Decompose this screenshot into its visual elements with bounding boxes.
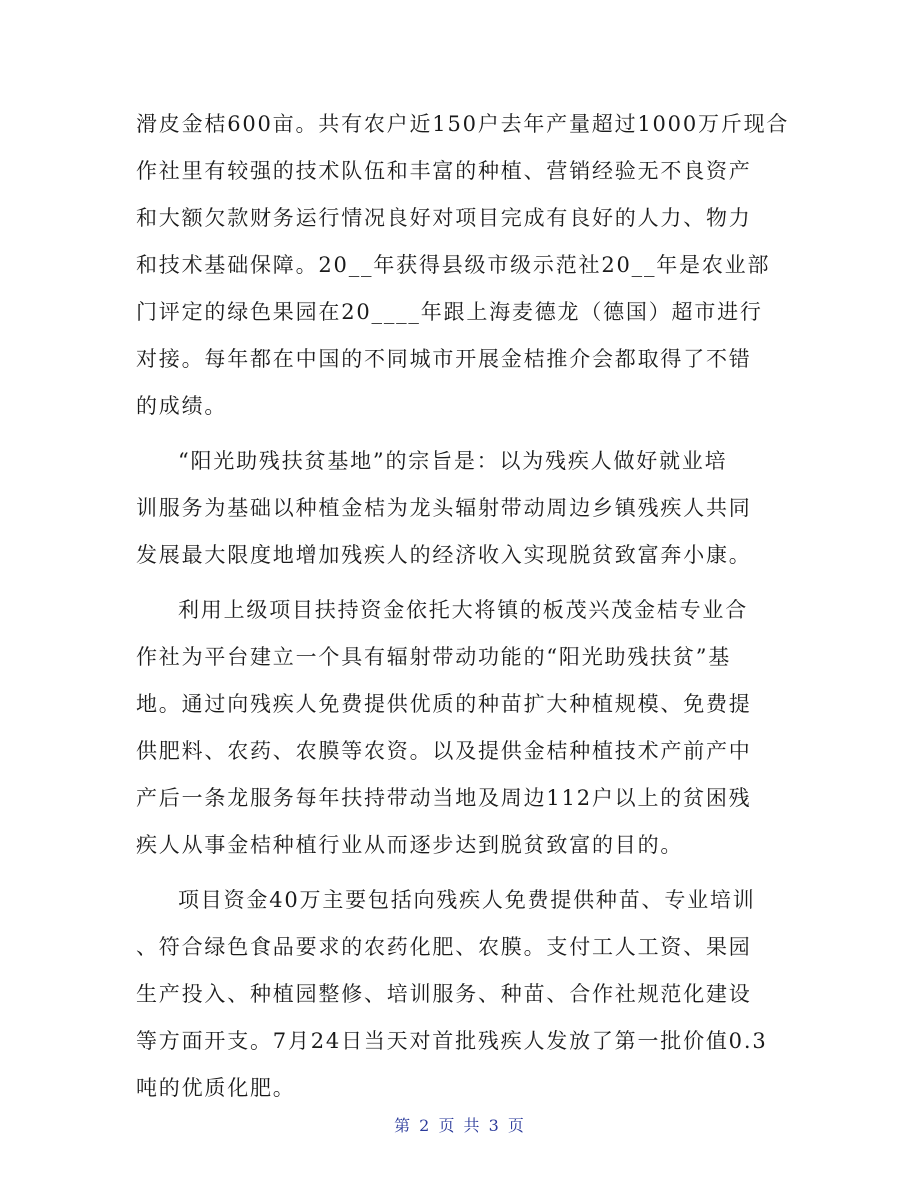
text-line: 供肥料、农药、农膜等农资。以及提供金桔种植技术产前产中	[136, 739, 752, 763]
paragraph-project-funding-use	[136, 587, 786, 869]
text-line: 地。通过向残疾人免费提供优质的种苗扩大种植规模、免费提	[136, 692, 752, 716]
text-line: 作社为平台建立一个具有辐射带动功能的“阳光助残扶贫”基	[136, 645, 732, 669]
text-line: 生产投入、种植园整修、培训服务、种苗、合作社规范化建设	[136, 982, 752, 1006]
text-line: 发展最大限度地增加残疾人的经济收入实现脱贫致富奔小康。	[136, 543, 752, 567]
paragraph-funding-details	[136, 877, 786, 1112]
paragraph-cooperative-overview	[136, 101, 790, 430]
text-line: 项目资金40万主要包括向残疾人免费提供种苗、专业培训	[178, 888, 756, 912]
paragraph-base-purpose	[136, 438, 786, 579]
text-line: 训服务为基础以种植金桔为龙头辐射带动周边乡镇残疾人共同	[136, 496, 752, 520]
text-line: 作社里有较强的技术队伍和丰富的种植、营销经验无不良资产	[136, 159, 752, 183]
document-body	[136, 101, 790, 1112]
text-line: 和大额欠款财务运行情况良好对项目完成有良好的人力、物力	[136, 206, 752, 230]
text-line: 利用上级项目扶持资金依托大将镇的板茂兴茂金桔专业合	[178, 598, 748, 622]
text-line: 的成绩。	[136, 394, 228, 418]
text-line: 门评定的绿色果园在20____年跟上海麦德龙（德国）超市进行	[136, 300, 763, 324]
text-line: 等方面开支。7月24日当天对首批残疾人发放了第一批价值0.3	[136, 1029, 768, 1053]
text-line: 疾人从事金桔种植行业从而逐步达到脱贫致富的目的。	[136, 833, 684, 857]
text-line: 、符合绿色食品要求的农药化肥、农膜。支付工人工资、果园	[136, 935, 752, 959]
text-line: 滑皮金桔600亩。共有农户近150户去年产量超过1000万斤现合	[136, 112, 790, 136]
text-line: 对接。每年都在中国的不同城市开展金桔推介会都取得了不错	[136, 347, 752, 371]
text-line: 吨的优质化肥。	[136, 1076, 296, 1100]
text-line: 和技术基础保障。20__年获得县级市级示范社20__年是农业部	[136, 253, 771, 277]
text-line: 产后一条龙服务每年扶持带动当地及周边112户以上的贫困残	[136, 786, 752, 810]
text-line: “阳光助残扶贫基地”的宗旨是：以为残疾人做好就业培	[178, 449, 728, 473]
page-number-footer: 第 2 页 共 3 页	[394, 1116, 526, 1135]
